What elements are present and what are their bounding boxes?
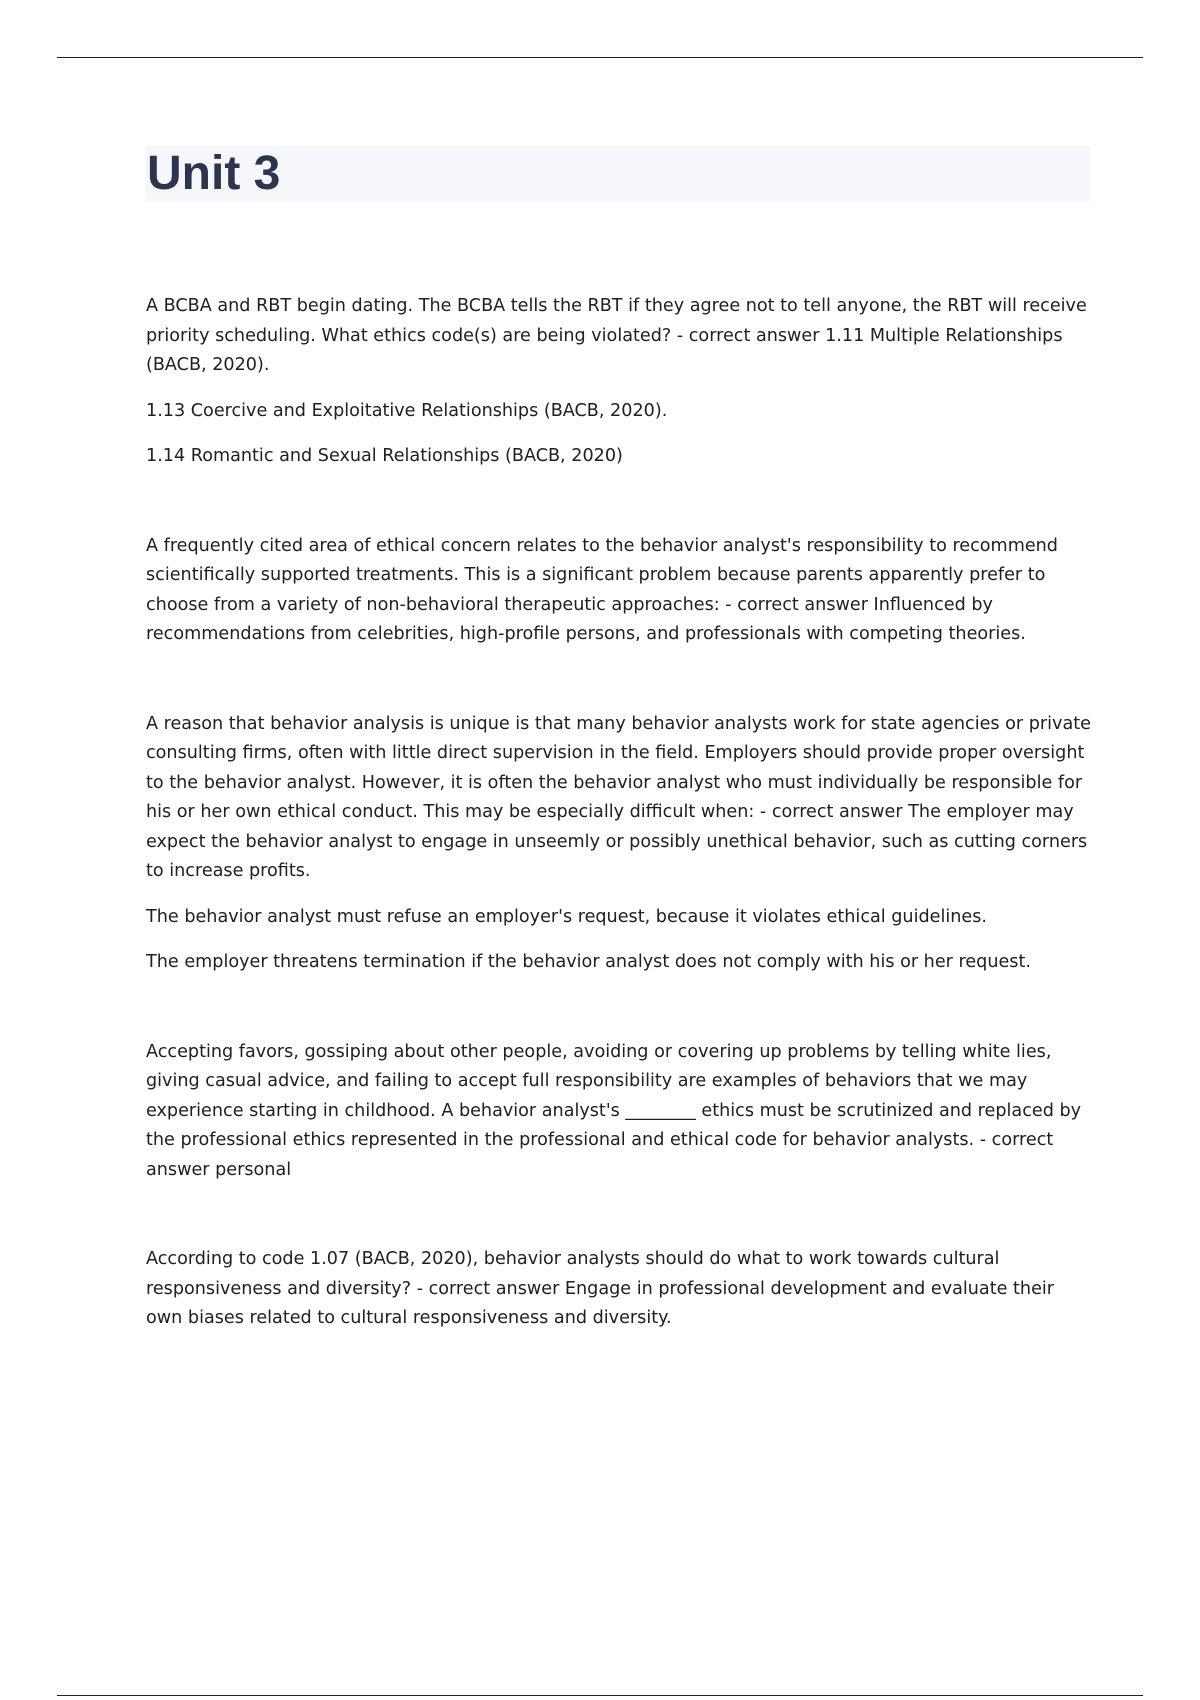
qa-paragraph: A BCBA and RBT begin dating. The BCBA tells the RBT if they agree not to tell anyone, the RBT will receive priority scheduling. What ethics code(s) are being violated? - correct answer 1.11 Multiple Relationships (BACB, 2020). <box>146 296 1087 375</box>
qa-paragraph: A reason that behavior analysis is unique is that many behavior analysts work for state agencies or private consulting firms, often with little direct supervision in the field. Employers should provide proper oversight to the behavior analyst. However, it is often the behavior analyst who must individually be responsible for his or her own ethical conduct. This may be especially difficult when: - correct answer The employer may expect the behavior analyst to engage in unseemly or possibly unethical behavior, such as cutting corners to increase profits. <box>146 713 1091 881</box>
qa-paragraph: The behavior analyst must refuse an employer's request, because it violates ethical guidelines. <box>146 906 987 927</box>
qa-item-2 <box>146 532 1094 650</box>
qa-item-1 <box>146 292 1094 472</box>
qa-paragraph: A frequently cited area of ethical concern relates to the behavior analyst's responsibility to recommend scientifically supported treatments. This is a significant problem because parents apparently prefer to choose from a variety of non-behavioral therapeutic approaches: - correct answer Influenced by recommendations from celebrities, high-profile persons, and professionals with competing theories. <box>146 535 1058 644</box>
bottom-divider <box>57 1695 1143 1696</box>
qa-paragraph: The employer threatens termination if the behavior analyst does not comply with his or her request. <box>146 952 1031 972</box>
page-title: Unit 3 <box>147 147 281 200</box>
qa-paragraph: Accepting favors, gossiping about other people, avoiding or covering up problems by telling white lies, giving casual advice, and failing to accept full responsibility are examples of behaviors that we may experience starting in childhood. A behavior analyst's ________ ethics must be scrutinized and replaced by the professional ethics represented in the professional and ethical code for behavior analysts. - correct answer personal <box>146 1041 1082 1180</box>
qa-item-3 <box>146 710 1094 978</box>
qa-item-4 <box>146 1038 1094 1186</box>
title-background <box>146 146 1090 202</box>
qa-paragraph: 1.13 Coercive and Exploitative Relationships (BACB, 2020). <box>146 400 668 421</box>
qa-paragraph: 1.14 Romantic and Sexual Relationships (BACB, 2020) <box>146 446 623 466</box>
qa-paragraph: According to code 1.07 (BACB, 2020), behavior analysts should do what to work towards cultural responsiveness and diversity? - correct answer Engage in professional development and evaluate their own biases related to cultural responsiveness and diversity. <box>146 1249 1055 1328</box>
top-divider <box>57 57 1143 58</box>
qa-item-5 <box>146 1245 1094 1334</box>
document-body <box>146 292 1094 1394</box>
